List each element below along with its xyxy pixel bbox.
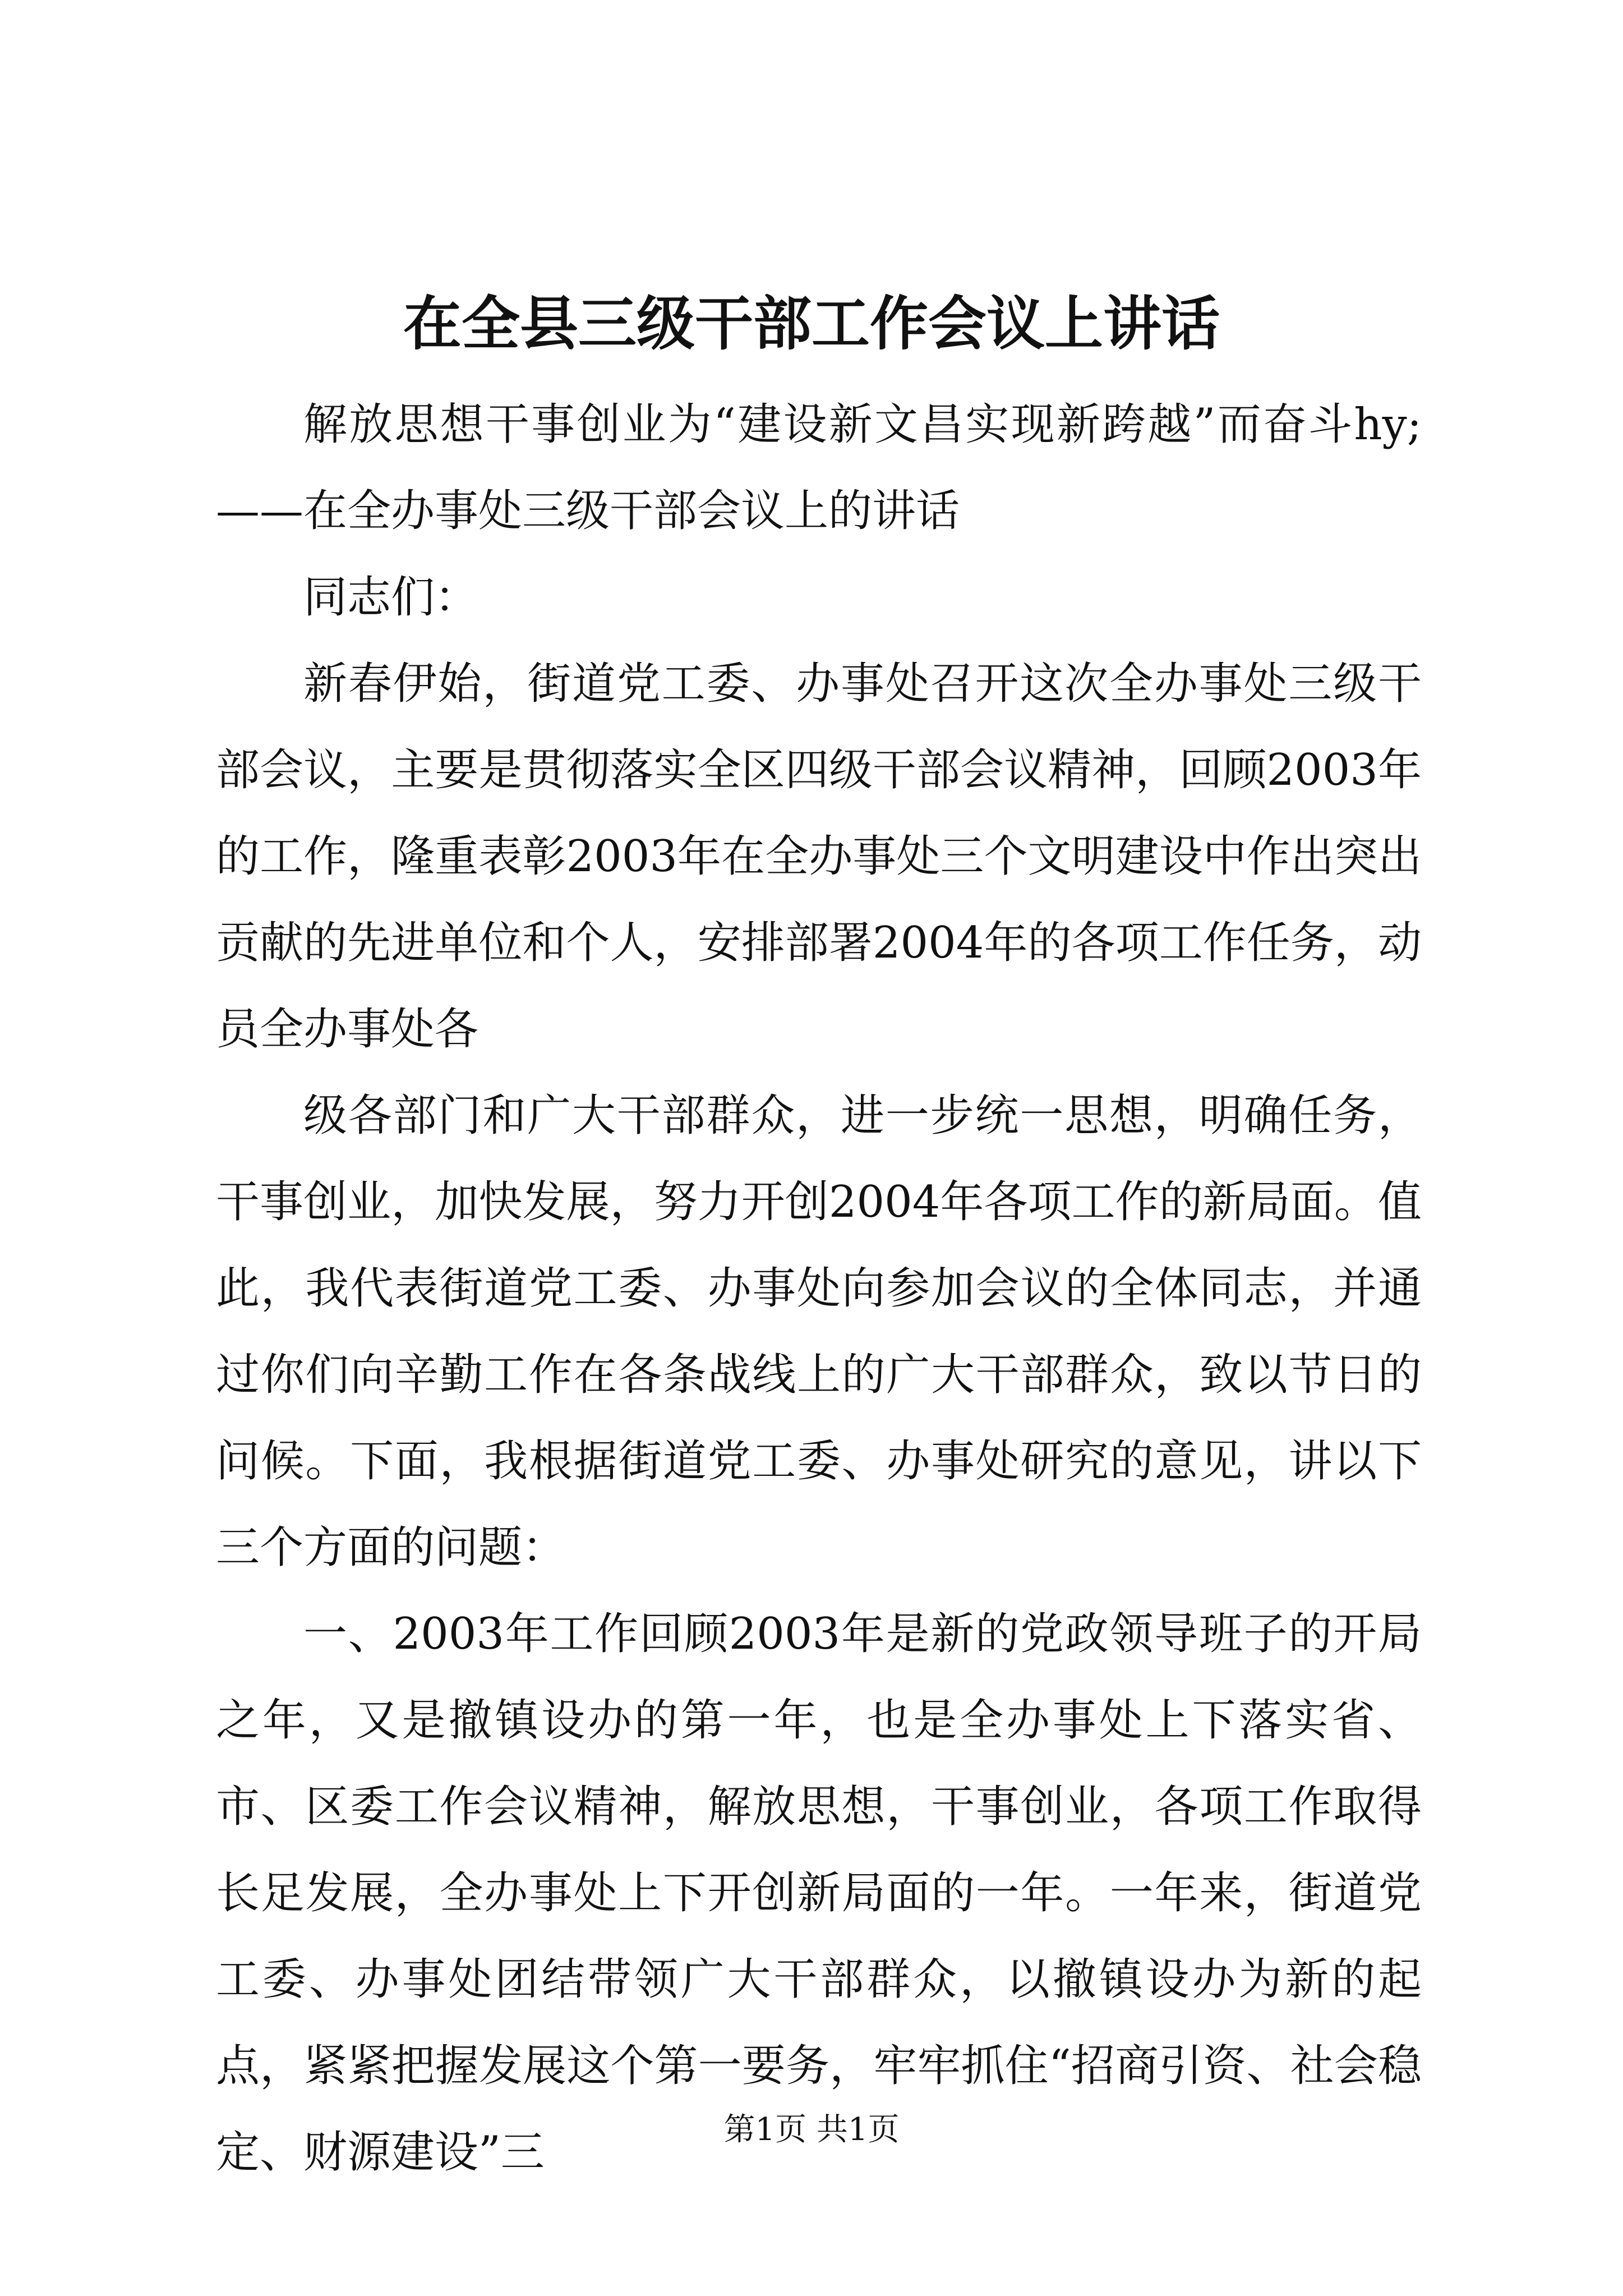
- paragraph-subtitle: 解放思想干事创业为“建设新文昌实现新跨越”而奋斗hy;——在全办事处三级干部会议上的讲话: [216, 399, 1422, 536]
- paragraph-continuation: 级各部门和广大干部群众，进一步统一思想，明确任务，干事创业，加快发展，努力开创2004年各项工作的新局面。值此，我代表街道党工委、办事处向参加会议的全体同志，并通过你们向辛勤工作在各条战线上的广大干部群众，致以节日的问候。下面，我根据街道党工委、办事处研究的意见，讲以下三个方面的问题：: [216, 1091, 1422, 1573]
- document-body: [216, 381, 1422, 2196]
- paragraph-opening: 新春伊始，街道党工委、办事处召开这次全办事处三级干部会议，主要是贯彻落实全区四级干部会议精神，回顾2003年的工作，隆重表彰2003年在全办事处三个文明建设中作出突出贡献的先进单位和个人，安排部署2004年的各项工作任务，动员全办事处各: [216, 659, 1422, 1055]
- document-title: 在全县三级干部工作会议上讲话: [403, 289, 1220, 358]
- paragraph-salutation: 同志们：: [303, 572, 479, 623]
- paragraph-review: 一、2003年工作回顾2003年是新的党政领导班子的开局之年，又是撤镇设办的第一年，也是全办事处上下落实省、市、区委工作会议精神，解放思想，干事创业，各项工作取得长足发展，全办事处上下开创新局面的一年。一年来，街道党工委、办事处团结带领广大干部群众，以撤镇设办为新的起点，紧紧把握发展这个第一要务，牢牢抓住“招商引资、社会稳定、财源建设”三: [216, 1609, 1422, 2178]
- page-footer: 第1页 共1页: [723, 2111, 900, 2148]
